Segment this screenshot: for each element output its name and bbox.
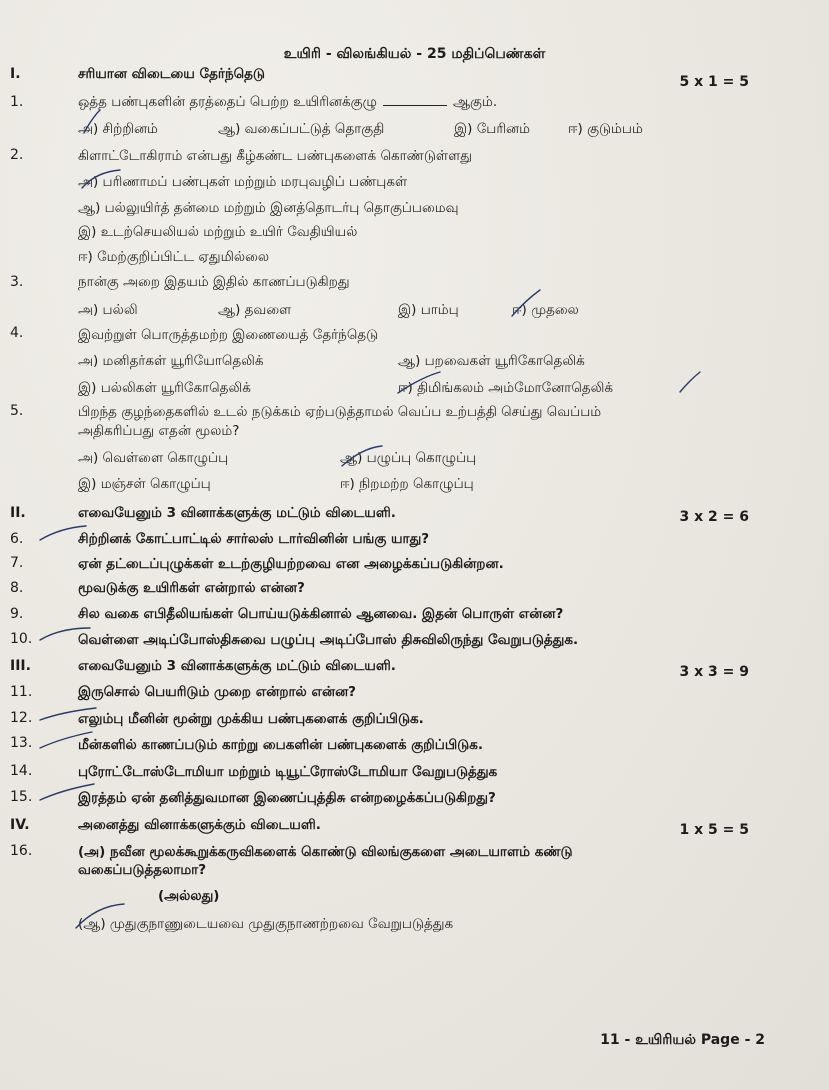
section-number: I. [10,66,21,82]
option: இ) பாம்பு [398,302,459,318]
question-text: அதிகரிப்பது எதன் மூலம்? [78,423,240,439]
option: அ) பரிணாமப் பண்புகள் மற்றும் மரபுவழிப் பண்புகள் [78,174,408,190]
question-text: சிற்றினக் கோட்பாட்டில் சார்லஸ் டார்வினின் பங்கு யாது? [78,531,430,547]
section-number: III. [10,658,31,674]
question-number: 7. [10,555,24,571]
option: இ) பேரினம் [454,121,530,137]
option: ஆ) வகைப்பட்டுத் தொகுதி [218,121,385,137]
section-heading: அனைத்து வினாக்களுக்கும் விடையளி. [78,817,321,833]
question-text: எலும்பு மீனின் மூன்று முக்கிய பண்புகளைக் குறிப்பிடுக. [78,711,424,727]
question-number: 1. [10,94,24,110]
section-heading: எவையேனும் 3 வினாக்களுக்கு மட்டும் விடையளி. [78,658,396,674]
option: இ) உடற்செயலியல் மற்றும் உயிர் வேதியியல் [78,224,358,240]
option: அ) மனிதர்கள் யூரியோதெலிக் [78,353,264,369]
section-marks: 3 x 2 = 6 [679,509,749,525]
page-title: உயிரி - விலங்கியல் - 25 மதிப்பெண்கள் [283,46,546,62]
question-text [78,94,497,112]
margin-mark [680,372,700,392]
question-number: 13. [10,735,33,751]
option: ஆ) தவளை [218,302,292,318]
question-text: சில வகை எபிதீலியங்கள் பொய்யடுக்கினால் ஆனவை. இதன் பொருள் என்ன? [78,606,564,622]
question-text: இருசொல் பெயரிடும் முறை என்றால் என்ன? [78,684,357,700]
option: ஆ) பல்லுயிர்த் தன்மை மற்றும் இனத்தொடர்பு தொகுப்பமைவு [78,200,459,216]
question-number: 14. [10,763,33,779]
section-heading: சரியான விடையை தேர்ந்தெடு [78,66,265,82]
alternate-question: (ஆ) முதுகுநாணுடையவை முதுகுநாணற்றவை வேறுபடுத்துக [78,916,454,932]
question-text-part: ஆகும். [452,94,498,110]
question-text: வெள்ளை அடிப்போஸ்திசுவை பழுப்பு அடிப்போஸ் திசுவிலிருந்து வேறுபடுத்துக. [78,632,579,648]
option: அ) வெள்ளை கொழுப்பு [78,450,229,466]
section-marks: 1 x 5 = 5 [679,822,749,838]
question-text: இரத்தம் ஏன் தனித்துவமான இணைப்புத்திசு என்றழைக்கப்படுகிறது? [78,790,496,806]
section-number: IV. [10,817,30,833]
question-text: கிளாட்டோகிராம் என்பது கீழ்கண்ட பண்புகளைக் கொண்டுள்ளது [78,148,472,164]
question-number: 15. [10,789,33,805]
or-label: (அல்லது) [158,888,220,904]
question-number: 11. [10,684,33,700]
question-number: 10. [10,631,33,647]
option: ஆ) பழுப்பு கொழுப்பு [340,450,477,466]
option: ஈ) நிறமற்ற கொழுப்பு [340,476,474,492]
section-marks: 5 x 1 = 5 [679,74,749,90]
option: இ) மஞ்சள் கொழுப்பு [78,476,211,492]
question-text: வகைப்படுத்தலாமா? [78,862,207,878]
question-number: 4. [10,325,24,341]
question-number: 5. [10,403,24,419]
question-text: மூவடுக்கு உயிரிகள் என்றால் என்ன? [78,580,305,596]
question-text: இவற்றுள் பொருத்தமற்ற இணையைத் தேர்ந்தெடு [78,327,379,343]
question-number: 3. [10,274,24,290]
question-text-part: ஒத்த பண்புகளின் தரத்தைப் பெற்ற உயிரினக்குழு [78,94,377,110]
question-text: (அ) நவீன மூலக்கூறுக்கருவிகளைக் கொண்டு விலங்குகளை அடையாளம் கண்டு [78,844,573,860]
question-number: 9. [10,606,24,622]
question-text: நான்கு அறை இதயம் இதில் காணப்படுகிறது [78,274,350,290]
question-number: 16. [10,843,33,859]
section-number: II. [10,505,26,521]
page-footer: 11 - உயிரியல் Page - 2 [600,1032,765,1048]
option: ஈ) மேற்குறிப்பிட்ட ஏதுமில்லை [78,249,270,265]
question-number: 12. [10,710,33,726]
question-number: 6. [10,531,24,547]
question-number: 8. [10,580,24,596]
section-heading: எவையேனும் 3 வினாக்களுக்கு மட்டும் விடையளி. [78,505,396,521]
option: ஆ) பறவைகள் யூரிகோதெலிக் [398,353,585,369]
question-text: பிறந்த குழந்தைகளில் உடல் நடுக்கம் ஏற்படுத்தாமல் வெப்ப உற்பத்தி செய்து வெப்பம் [78,404,602,420]
question-number: 2. [10,147,24,163]
option: அ) பல்லி [78,302,138,318]
option: ஈ) குடும்பம் [568,121,643,137]
section-marks: 3 x 3 = 9 [679,664,749,680]
question-text: ஏன் தட்டைப்புழுக்கள் உடற்குழியற்றவை என அழைக்கப்படுகின்றன. [78,556,504,572]
option: ஈ) முதலை [512,302,579,318]
question-text: புரோட்டோஸ்டோமியா மற்றும் டியூட்ரோஸ்டோமியா வேறுபடுத்துக [78,764,498,780]
option: அ) சிற்றினம் [78,121,158,137]
option: ஈ) திமிங்கலம் அம்மோனோதெலிக் [398,380,614,396]
option: இ) பல்லிகள் யூரிகோதெலிக் [78,380,251,396]
question-text: மீன்களில் காணப்படும் காற்று பைகளின் பண்புகளைக் குறிப்பிடுக. [78,737,483,753]
answer-blank [383,105,447,106]
